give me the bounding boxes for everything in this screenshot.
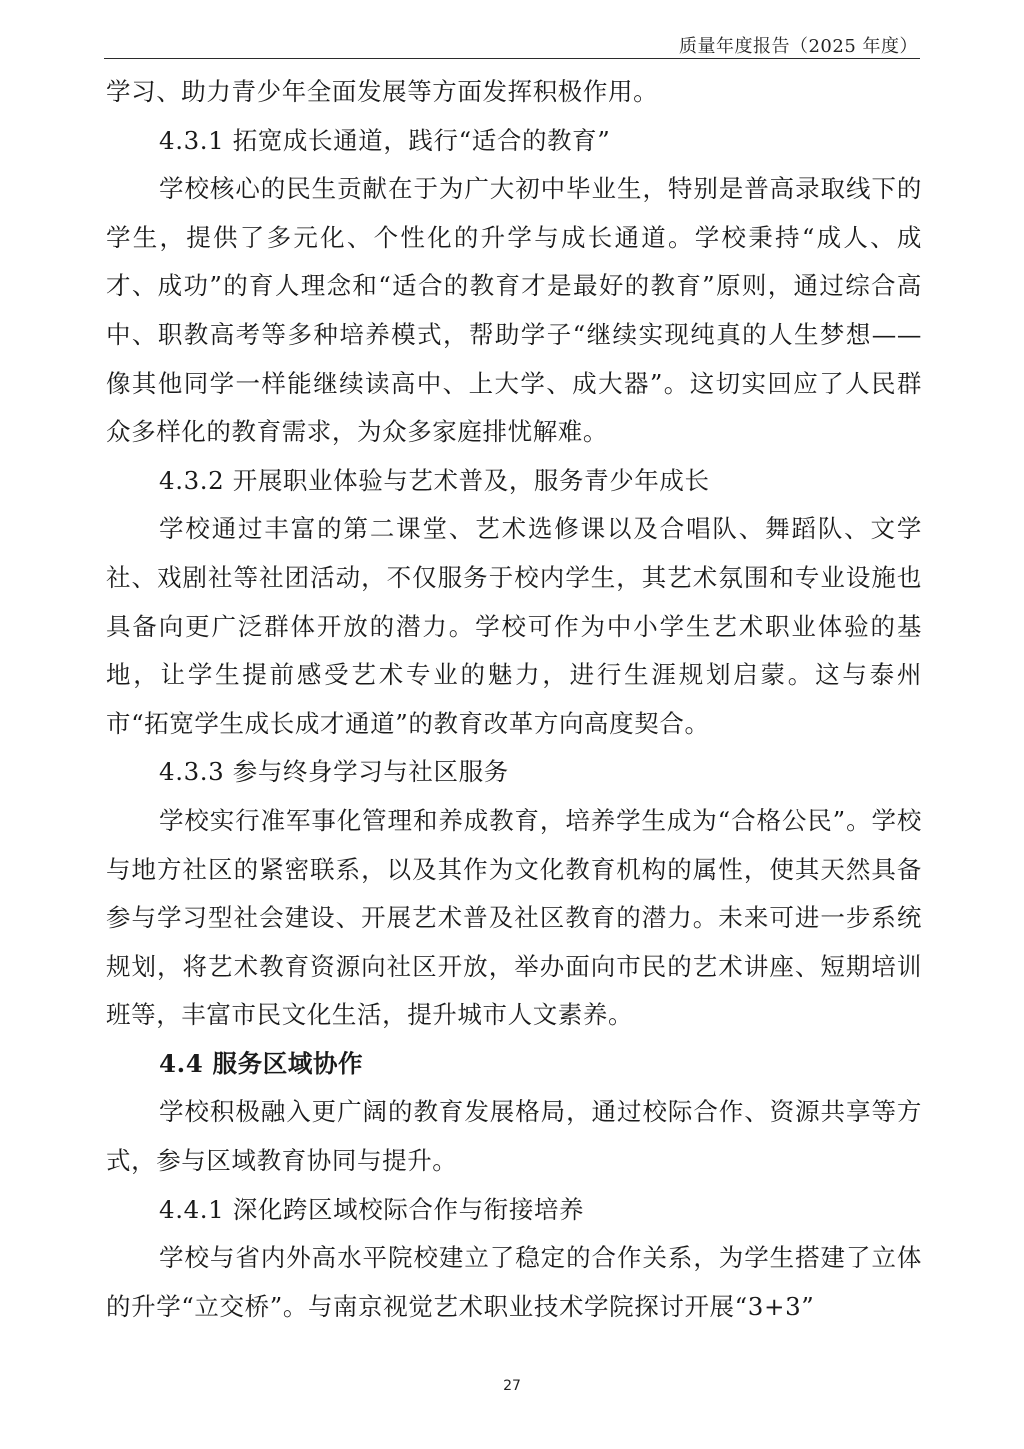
header-title: 质量年度报告（2025 年度） xyxy=(678,36,918,57)
section-heading-4-3-2: 4.3.2 开展职业体验与艺术普及，服务青少年成长 xyxy=(159,465,710,495)
document-body xyxy=(106,68,922,1331)
section-heading-4-3-3: 4.3.3 参与终身学习与社区服务 xyxy=(159,757,509,787)
paragraph-continuation: 学习、助力青少年全面发展等方面发挥积极作用。 xyxy=(106,77,659,106)
paragraph-4-3-2: 学校通过丰富的第二课堂、艺术选修课以及合唱队、舞蹈队、文学社、戏剧社等社团活动，不仅服务于校内学生，其艺术氛围和专业设施也具备向更广泛群体开放的潜力。学校可作为中小学生艺术职业体验的基地，让学生提前感受艺术专业的魅力，进行生涯规划启蒙。这与泰州市“拓宽学生成长成才通道”的教育改革方向高度契合。 xyxy=(106,514,922,738)
section-heading-4-4: 4.4 服务区域协作 xyxy=(159,1048,364,1078)
section-heading-4-4-1: 4.4.1 深化跨区域校际合作与衔接培养 xyxy=(159,1194,585,1224)
section-heading-4-3-1: 4.3.1 拓宽成长通道，践行“适合的教育” xyxy=(159,125,611,155)
page-number: 27 xyxy=(503,1378,521,1394)
paragraph-4-3-1: 学校核心的民生贡献在于为广大初中毕业生，特别是普高录取线下的学生，提供了多元化、个性化的升学与成长通道。学校秉持“成人、成才、成功”的育人理念和“适合的教育才是最好的教育”原则，通过综合高中、职教高考等多种培养模式，帮助学子“继续实现纯真的人生梦想——像其他同学一样能继续读高中、上大学、成大器”。这切实回应了人民群众多样化的教育需求，为众多家庭排忧解难。 xyxy=(106,174,922,447)
page-header xyxy=(104,28,920,59)
paragraph-4-3-3: 学校实行准军事化管理和养成教育，培养学生成为“合格公民”。学校与地方社区的紧密联系，以及其作为文化教育机构的属性，使其天然具备参与学习型社会建设、开展艺术普及社区教育的潜力。未来可进一步系统规划，将艺术教育资源向社区开放，举办面向市民的艺术讲座、短期培训班等，丰富市民文化生活，提升城市人文素养。 xyxy=(106,805,922,1030)
paragraph-4-4-1: 学校与省内外高水平院校建立了稳定的合作关系，为学生搭建了立体的升学“立交桥”。与南京视觉艺术职业技术学院探讨开展“3+3” xyxy=(106,1243,922,1321)
paragraph-4-4: 学校积极融入更广阔的教育发展格局，通过校际合作、资源共享等方式，参与区域教育协同与提升。 xyxy=(106,1097,922,1176)
